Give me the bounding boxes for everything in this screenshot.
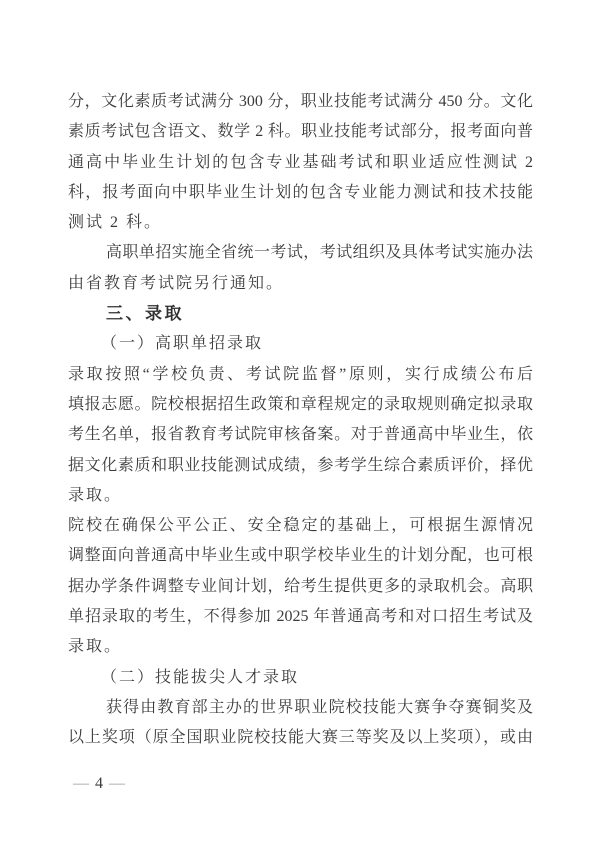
page-number xyxy=(73,775,126,793)
text-line: 填报志愿。院校根据招生政策和章程规定的录取规则确定拟录取 xyxy=(68,395,533,413)
text-line: 分，文化素质考试满分 300 分，职业技能考试满分 450 分。文化 xyxy=(68,93,533,110)
text-line: 调整面向普通高中毕业生或中职学校毕业生的计划分配，也可根 xyxy=(68,547,533,565)
text-line: 单招录取的考生，不得参加 2025 年普通高考和对口招生考试及 xyxy=(68,608,533,626)
section-heading: 三、录取 xyxy=(106,304,184,324)
text-line: 考生名单，报省教育考试院审核备案。对于普通高中毕业生，依 xyxy=(68,426,533,444)
text-line: 据文化素质和职业技能测试成绩，参考学生综合素质评价，择优 xyxy=(68,456,533,474)
text-line: 获得由教育部主办的世界职业院校技能大赛争夺赛铜奖及 xyxy=(106,698,533,716)
text-line: 高职单招实施全省统一考试，考试组织及具体考试实施办法 xyxy=(106,244,533,262)
text-line: 以上奖项（原全国职业院校技能大赛三等奖及以上奖项），或由 xyxy=(68,729,533,747)
text-line: 录取按照“学校负责、考试院监督”原则，实行成绩公布后 xyxy=(68,365,533,383)
page-number-value: 4 xyxy=(95,775,104,792)
page-number-dash: — xyxy=(73,775,90,792)
text-line: 通高中毕业生计划的包含专业基础考试和职业适应性测试 2 xyxy=(68,153,533,171)
subsection-heading: （一）高职单招录取 xyxy=(101,335,264,353)
text-line: 测试 2 科。 xyxy=(68,214,163,232)
document-body xyxy=(68,87,533,754)
text-line: 院校在确保公平公正、安全稳定的基础上，可根据生源情况 xyxy=(68,517,533,535)
text-line: 据办学条件调整专业间计划，给考生提供更多的录取机会。高职 xyxy=(68,577,533,595)
subsection-heading: （二）技能拔尖人才录取 xyxy=(101,668,300,686)
text-line: 录取。 xyxy=(68,486,123,504)
text-line: 科，报考面向中职毕业生计划的包含专业能力测试和技术技能 xyxy=(68,183,533,201)
text-line: 素质考试包含语文、数学 2 科。职业技能考试部分，报考面向普 xyxy=(68,123,533,141)
page-number-dash: — xyxy=(109,775,126,792)
text-line: 录取。 xyxy=(68,638,123,656)
text-line: 由省教育考试院另行通知。 xyxy=(68,274,285,292)
